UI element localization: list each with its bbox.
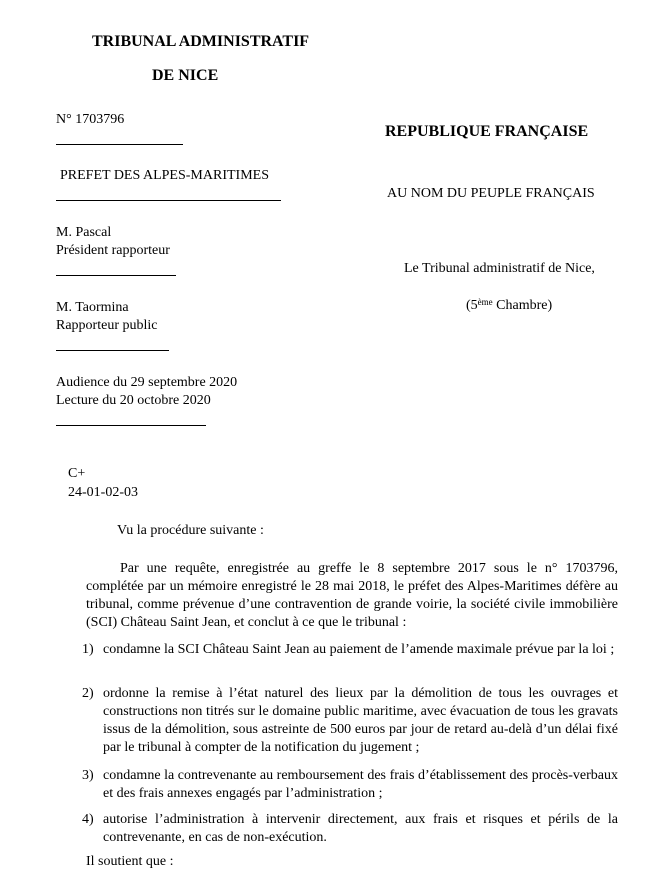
list-item-text: condamne la contrevenante au remboursement des frais d’établissement des procès-verbaux et des frais annexes engagés par l’administration ; xyxy=(103,768,618,801)
president-name: M. Pascal xyxy=(56,225,112,240)
list-item-text: condamne la SCI Château Saint Jean au paiement de l’amende maximale prévue par la loi ; xyxy=(103,642,615,657)
soutient-line: Il soutient que : xyxy=(86,854,174,869)
republic-heading: REPUBLIQUE FRANÇAISE xyxy=(385,123,589,140)
separator-rule xyxy=(56,425,206,426)
court-name: TRIBUNAL ADMINISTRATIF xyxy=(92,33,310,50)
chambre-open: (5 xyxy=(466,298,478,313)
classification-code: C+ xyxy=(68,466,86,481)
list-item-text: autorise l’administration à intervenir directement, aux frais et risques et périls de la contrevenante, en cas de non-exécution. xyxy=(103,812,618,845)
classification-number: 24-01-02-03 xyxy=(68,485,138,500)
intro-paragraph: Par une requête, enregistrée au greffe le 8 septembre 2017 sous le n° 1703796, complétée par un mémoire enregistré le 28 mai 2018, le préfet des Alpes-Maritimes défère au tribunal, comme prévenue d’une contravention de grande voirie, la société civile immobilière (SCI) Château Saint Jean, et conclut à ce que le tribunal : xyxy=(86,561,618,630)
list-item-number: 3) xyxy=(82,768,94,783)
list-item-text: ordonne la remise à l’état naturel des lieux par la démolition de tous les ouvrages et constructions non titrés sur le domaine public maritime, avec évacuation de tous les gravats issus de la démolition, sous astreinte de 500 euros par jour de retard au-delà d’un délai fixé par le tribunal à compter de la notification du jugement ; xyxy=(103,686,618,755)
au-nom-heading: AU NOM DU PEUPLE FRANÇAIS xyxy=(387,186,595,201)
separator-rule xyxy=(56,275,176,276)
chambre-close: Chambre) xyxy=(492,298,553,313)
lecture-date: Lecture du 20 octobre 2020 xyxy=(56,393,211,408)
list-item-number: 4) xyxy=(82,812,94,827)
separator-rule xyxy=(56,144,183,145)
audience-date: Audience du 29 septembre 2020 xyxy=(56,375,238,390)
vu-line: Vu la procédure suivante : xyxy=(117,523,264,538)
party-name: PREFET DES ALPES-MARITIMES xyxy=(60,168,269,183)
rapporteur-name: M. Taormina xyxy=(56,300,129,315)
case-number: N° 1703796 xyxy=(56,112,125,127)
list-item-number: 1) xyxy=(82,642,94,657)
list-item-number: 2) xyxy=(82,686,94,701)
tribunal-line: Le Tribunal administratif de Nice, xyxy=(404,261,595,276)
chambre-superscript: ème xyxy=(477,297,493,307)
separator-rule xyxy=(56,350,169,351)
rapporteur-role: Rapporteur public xyxy=(56,318,158,333)
president-role: Président rapporteur xyxy=(56,243,170,258)
court-city: DE NICE xyxy=(152,67,219,84)
chambre-line xyxy=(466,297,552,315)
separator-rule xyxy=(56,200,281,201)
